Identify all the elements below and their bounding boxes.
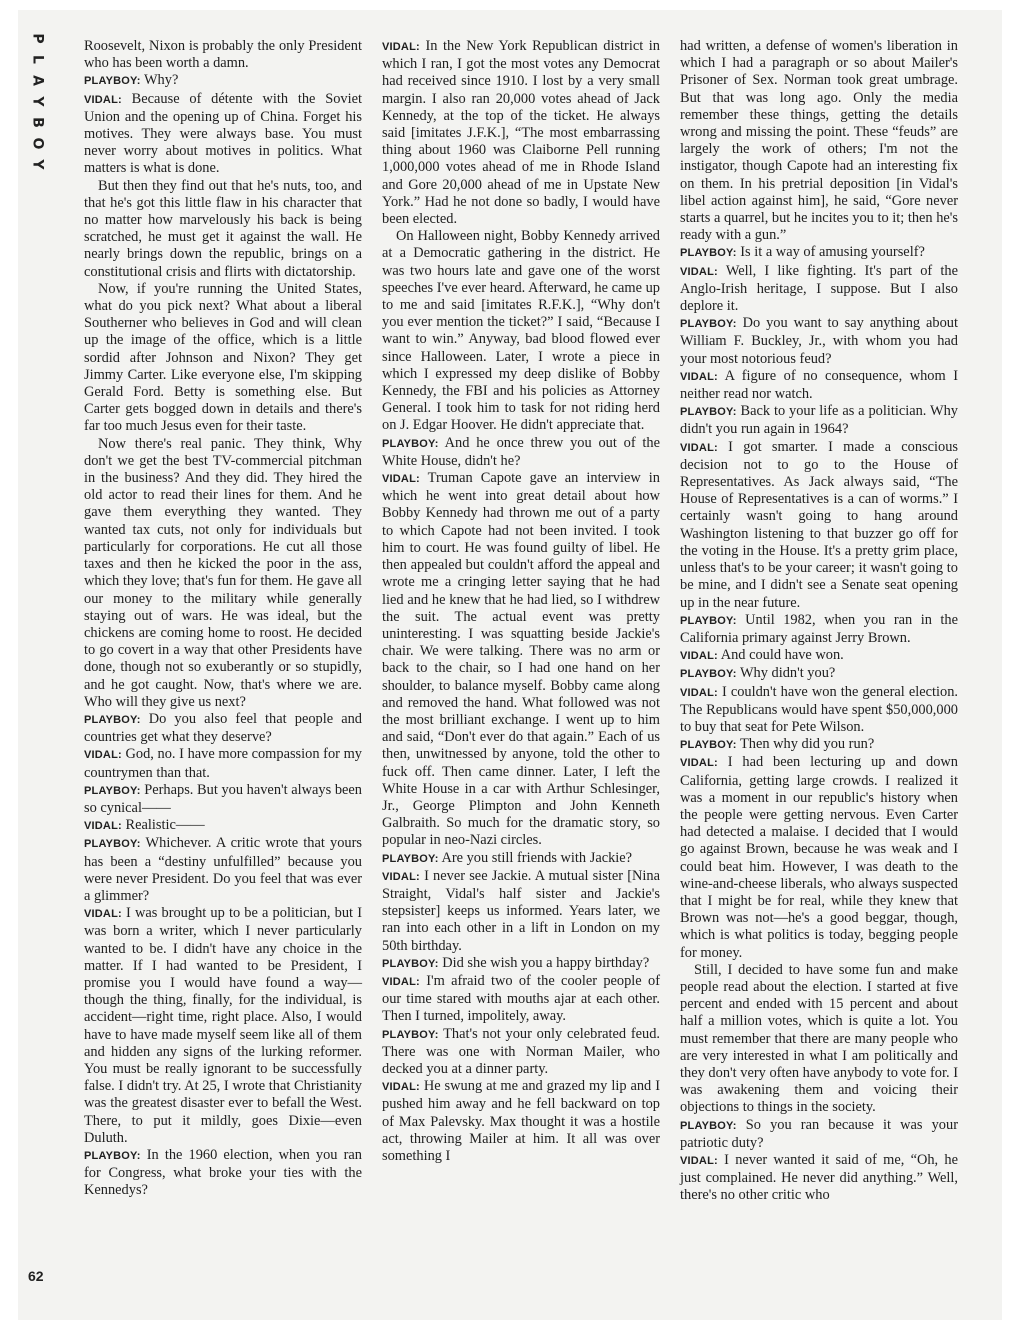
paragraph-text: So you ran because it was your patriotic duty? [680,1116,958,1151]
paragraph [84,91,362,178]
speaker-label: VIDAL: [382,975,420,988]
speaker-label: VIDAL: [382,41,420,53]
paragraph-text: A figure of no consequence, whom I neither read nor watch. [680,367,958,403]
paragraph [680,736,958,754]
paragraph-text: Perhaps. But you haven't always been so cynical—— [84,781,362,816]
paragraph-text: I was brought up to be a politician, but I was born a writer, which I never particularly wanted to be. I didn't have any choice in the matter. If I had wanted to be President, I promise you I would have found a way—though the thing, finally, for the individual, is accident—right time, right place. Also, I would have to have made myself seem like all of them and hidden any signs of the lurking reformer. You must be really ignorant to be successfully false. I didn't try. At 25, I wrote that Christianity was the greatest disaster ever to befall the West. There, to put it mildly, goes Dixie—even Duluth. [84,905,362,1146]
paragraph-text: On Halloween night, Bobby Kennedy arrived at a Democratic gathering in the district. He was two hours late and gave one of the worst speeches I've ever heard. Afterward, he came up to me and said [imitates R.F.K.], “Why don't you ever mention the ticket?” I said, “Because I want to win.” Anyway, bad blood flowed ever since Halloween. Later, I wrote a piece in which I expressed my deep dislike of Bobby Kennedy, the FBI and his policies as Attorney General. I took him to task for not riding herd on J. Edgar Hoover. He didn't appreciate that. [382,228,660,434]
speaker-label: VIDAL: [84,749,122,762]
paragraph [382,1026,660,1079]
paragraph [680,962,958,1117]
paragraph [84,436,362,711]
speaker-label: VIDAL: [680,757,718,770]
speaker-label: PLAYBOY: [84,838,141,851]
paragraph [680,665,958,683]
paragraph [84,711,362,746]
paragraph-text: But then they find out that he's nuts, too, and that he's got this little flaw in his character that no matter how marvelously his back is being scratched, he must get it against the wall. He nearly brings down the republic, brings on a constitutional crisis and flirts with dictatorship. [84,177,362,280]
paragraph [382,973,660,1026]
paragraph [680,403,958,438]
paragraph-text: Why? [143,72,179,89]
paragraph [680,263,958,316]
paragraph-text: had written, a defense of women's liberation in which I had a paragraph or so about Mailer's Prisoner of Sex. Norman took great umbrage. But that was long ago. Only the media remember these things, getting the details wrong and missing the point. These “feuds” are largely the work of others; I'm not the instigator, though Capote had an interesting fix on them. In his pretrial deposition [in Vidal's libel action against him], he said, “Gore never starts a quarrel, but he incites you to it; then he's ready with a gun.” [680,38,958,244]
paragraph [382,38,660,228]
running-head [22,28,52,175]
running-head-letter: O [29,137,46,150]
speaker-label: PLAYBOY: [84,713,141,726]
paragraph-text: Back to your life as a politician. Why didn't you run again in 1964? [680,403,958,438]
running-head-letter: Y [29,96,46,107]
speaker-label: PLAYBOY: [382,852,439,865]
paragraph [382,228,660,434]
paragraph [382,470,660,849]
paragraph-text: Do you also feel that people and countries get what they deserve? [84,710,362,746]
paragraph-text: Then why did you run? [739,736,875,753]
paragraph [382,868,660,955]
paragraph-text: Realistic—— [125,817,205,834]
speaker-label: PLAYBOY: [680,1119,737,1132]
paragraph-text: Still, I decided to have some fun and make people read about the election. I started at five percent and ended with 15 percent and about half a million votes, which is quite a lot. You must remember that there are many people who are very interested in what I am politically and they don't very often have anybody to vote for. I was awakening them and voicing their objections to things in the society. [680,961,958,1116]
running-head-letter: P [29,33,46,44]
speaker-label: VIDAL: [680,265,718,278]
paragraph [84,1147,362,1200]
paragraph [680,684,958,737]
paragraph [680,368,958,403]
paragraph-text: And could have won. [720,647,844,664]
speaker-label: VIDAL: [680,650,718,663]
paragraph-text: In the New York Republican district in which I ran, I got the most votes any Democrat had received since 1910. I lost by a very small margin. I also ran 20,000 votes ahead of Jack Kennedy, at the top of the ticket. He always said [imitates J.F.K.], “The most embarrassing thing about 1960 was Claiborne Pell running 1,000,000 votes ahead of me in Rhode Island and Gore 20,000 ahead of me in Upstate New York.” Had he not done so badly, I would have been elected. [382,38,660,228]
paragraph [680,244,958,262]
paragraph [84,905,362,1147]
speaker-label: PLAYBOY: [382,957,439,970]
paragraph [680,612,958,647]
speaker-label: PLAYBOY: [680,406,737,419]
paragraph [680,38,958,244]
paragraph [84,178,362,281]
speaker-label: VIDAL: [382,473,420,486]
paragraph [84,281,362,436]
paragraph [382,435,660,470]
text-column-1 [84,38,362,1200]
paragraph [680,1152,958,1205]
paragraph-text: Truman Capote gave an interview in which he went into great detail about how Bobby Kennedy had thrown me out of a party to which Capote had not been invited. I took him to court. He was found guilty of libel. He then appealed but couldn't afford the appeal and wrote me a cringing letter saying that he had lied and he knew that he had lied, so I withdrew the suit. The actual event was pretty uninteresting. I was squatting beside Jackie's chair. We were talking. There was no arm or back to the chair, so I had one hand on her shoulder, to balance myself. Bobby came along and removed the hand. What followed was not the most brilliant exchange. I went up to him and said, “Don't ever do that again.” Each of us then, unwitnessed by anyone, told the other to fuck off. Then came dinner. Later, I left the White House in a car with Arthur Schlesinger, Jr., George Plimpton and John Kenneth Galbraith. So much for the dramatic story, so popular in neo-Nazi circles. [382,470,660,849]
paragraph-text: I never wanted it said of me, “Oh, he just complained. He never did anything.” Well, there's no other critic who [680,1152,958,1204]
paragraph [84,72,362,90]
running-head-letter: L [29,55,46,64]
paragraph-text: God, no. I have more compassion for my countrymen than that. [84,746,362,781]
speaker-label: VIDAL: [680,370,718,383]
running-head-letter: Y [29,159,46,170]
paragraph-text: Now there's real panic. They think, Why don't we get the best TV-commercial pitchman in the business? And they did. They hired the old actor to read their lines for them. And he gave them everything they wanted. They wanted tax cuts, not only for individuals but particularly for corporations. He cut all those taxes and then he kicked the poor in the ass, which they love; that's fun for them. He gave all our money to the military while generally staying out of wars. He was ideal, but the chickens are coming home to roost. He decided to go covert in a way that other Presidents have done, though not so exuberantly or so stupidly, and he got caught. Now, that's where we are. Who will they give us next? [84,435,362,710]
speaker-label: PLAYBOY: [84,75,141,88]
paragraph-text: Now, if you're running the United States, what do you pick next? What about a liberal Southerner who believes in God and will clean up the image of the office, which is a little sordid after Johnson and Nixon? They get Jimmy Carter. Like everyone else, I'm skipping Gerald Ford. Betty is something else. But Carter gets bogged down in details and there's far too much Jesus even for their taste. [84,280,362,435]
paragraph-text: That's not your only celebrated feud. There was one with Norman Mailer, who decked you at a dinner party. [382,1025,660,1077]
speaker-label: PLAYBOY: [680,318,737,331]
paragraph-text: Is it a way of amusing yourself? [740,244,925,261]
paragraph [382,850,660,868]
paragraph [84,782,362,817]
paragraph [680,439,958,612]
text-column-2 [382,38,660,1165]
speaker-label: VIDAL: [382,870,420,883]
speaker-label: VIDAL: [680,441,718,454]
paragraph [680,647,958,665]
paragraph [680,315,958,368]
speaker-label: VIDAL: [382,1081,420,1094]
paragraph-text: Roosevelt, Nixon is probably the only President who has been worth a damn. [84,38,362,72]
running-head-letter: A [29,75,46,86]
paragraph-text: Do you want to say anything about William F. Buckley, Jr., with whom you had your most notorious feud? [680,315,958,367]
running-head-letter: B [29,117,46,128]
paragraph-text: Are you still friends with Jackie? [441,849,633,866]
speaker-label: PLAYBOY: [680,668,737,681]
speaker-label: VIDAL: [84,908,122,921]
paragraph [680,1117,958,1152]
paragraph-text: He swung at me and grazed my lip and I pushed him away and he fell backward on top of Max Palevsky. Max thought it was a hostile act, throwing Mailer at him. It all was over something I [382,1078,660,1164]
paragraph [382,955,660,973]
speaker-label: PLAYBOY: [680,739,737,752]
paragraph [84,817,362,835]
speaker-label: PLAYBOY: [382,1028,439,1041]
paragraph-text: Because of détente with the Soviet Union and the opening up of China. Forget his motives. They were always base. You must never worry about motives in politics. What matters is what is done. [84,90,362,177]
speaker-label: PLAYBOY: [680,247,737,260]
page-number: 62 [28,1268,44,1284]
speaker-label: PLAYBOY: [680,614,737,627]
paragraph [680,754,958,961]
paragraph-text: Did she wish you a happy birthday? [442,954,650,971]
paragraph-text: I couldn't have won the general election. The Republicans would have spent $50,000,000 to buy that seat for Pete Wilson. [680,683,958,735]
paragraph-text: In the 1960 election, when you ran for Congress, what broke your ties with the Kennedys? [84,1147,362,1199]
text-column-3 [680,38,958,1205]
paragraph-text: I'm afraid two of the cooler people of our time stared with mouths ajar at each other. Then I turned, impolitely, away. [382,972,660,1025]
paragraph [84,835,362,905]
paragraph-text: Whichever. A critic wrote that yours has been a “destiny unfulfilled” because you were never President. Do you feel that was ever a glimmer? [84,835,362,904]
paragraph-text: Why didn't you? [739,665,836,682]
paragraph [84,38,362,72]
paragraph [84,746,362,781]
speaker-label: VIDAL: [680,1155,718,1167]
paragraph-text: Until 1982, when you ran in the California primary against Jerry Brown. [680,611,958,646]
paragraph-text: I never see Jackie. A mutual sister [Nina Straight, Vidal's half sister and Jackie's stepsister] keeps us informed. Years later, we ran into each other in a lift in London on my 50th birthday. [382,867,660,954]
speaker-label: PLAYBOY: [84,784,141,797]
paragraph-text: Well, I like fighting. It's part of the Anglo-Irish heritage, I suppose. But I also deplore it. [680,262,958,315]
speaker-label: VIDAL: [84,93,122,106]
paragraph [382,1078,660,1165]
paragraph-text: I had been lecturing up and down California, getting large crowds. I realized it was a moment in our republic's history when the people were getting nervous. Even Carter had detected a malaise. I decided that I would go against Brown, because he was weak and I could beat him. However, I was death to the wine-and-cheese liberals, who always suspected that I might be for real, while they knew that Brown was not—he's a good beggar, though, which is what politics is today, begging people for money. [680,754,958,961]
speaker-label: VIDAL: [84,820,122,833]
speaker-label: PLAYBOY: [382,437,439,450]
paragraph-text: And he once threw you out of the White House, didn't he? [382,434,660,469]
speaker-label: VIDAL: [680,686,718,699]
speaker-label: PLAYBOY: [84,1150,141,1162]
paragraph-text: I got smarter. I made a conscious decision not to go to the House of Representatives. As Jack always said, “The House of Representatives is a can of worms.” I certainly wasn't going to hang around Washington listening to that buzzer go off for the voting in the House. It's a pretty grim place, unless that's to be your career; it wasn't going to be mine, and I didn't see a Senate seat opening up in the near future. [680,438,958,611]
